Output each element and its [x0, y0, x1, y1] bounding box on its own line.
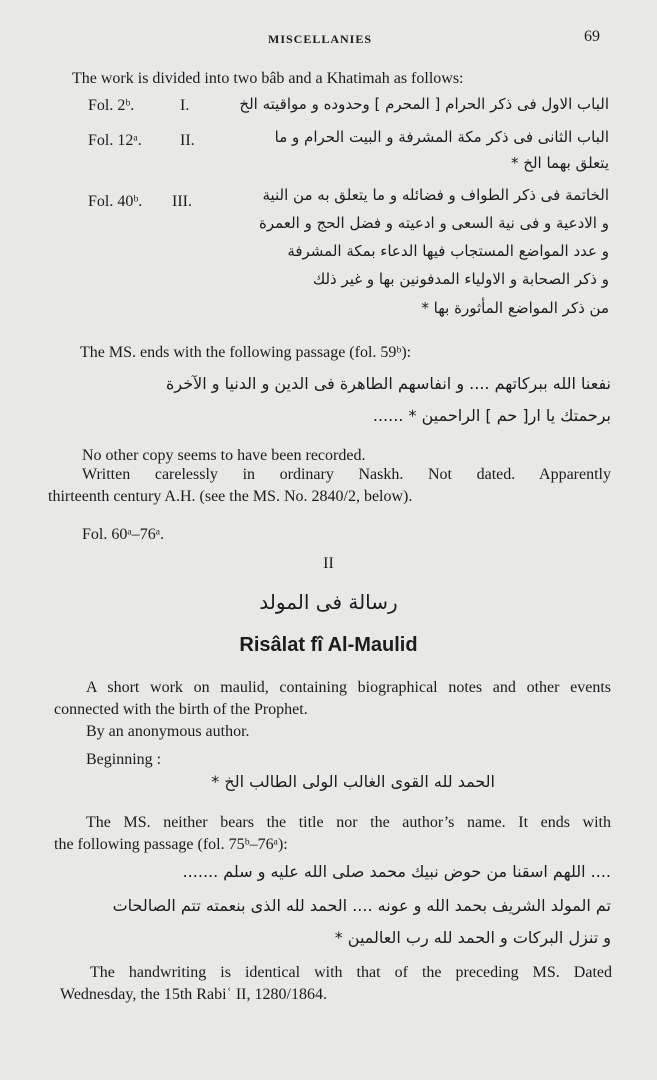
english-title: Risâlat fî Al-Maulid: [239, 634, 418, 656]
description-line: A short work on maulid, containing biographical notes and other events: [86, 679, 611, 696]
ends-passage-intro: The MS. ends with the following passage (fol. 59ᵇ):: [80, 344, 412, 361]
ending-note-cont: the following passage (fol. 75ᵇ–76ᵃ):: [54, 836, 288, 853]
folio-number: I.: [180, 97, 190, 114]
folio-range: Fol. 60ᵃ–76ᵃ.: [82, 526, 165, 543]
closing-note-cont: Wednesday, the 15th Rabiʿ II, 1280/1864.: [60, 986, 327, 1003]
arabic-line: و ذكر الصحابة و الاولياء المدفونين بها و غير ذلك: [312, 270, 609, 288]
arabic-line: الباب الثانى فى ذكر مكة المشرفة و البيت الحرام و ما: [274, 128, 609, 146]
description-line-cont: connected with the birth of the Prophet.: [54, 701, 308, 718]
running-title: MISCELLANIES: [268, 32, 373, 46]
arabic-line: و عدد المواضع المستجاب فيها الدعاء بمكة المشرفة: [287, 242, 609, 260]
ending-note: The MS. neither bears the title nor the author’s name. It ends with: [86, 814, 611, 831]
arabic-line: .... اللهم اسقنا من حوض نبيك محمد صلى الله عليه و سلم .......: [182, 862, 611, 881]
author-note: By an anonymous author.: [86, 723, 250, 740]
arabic-line: و الادعية و فى نية السعى و ادعيته و فضل الحج و العمرة: [259, 214, 609, 232]
arabic-line: من ذكر المواضع المأثورة بها *: [421, 299, 609, 317]
arabic-title: رسالة فى المولد: [259, 590, 398, 614]
arabic-line: الحمد لله القوى الغالب الولى الطالب الخ *: [211, 772, 495, 791]
arabic-line: الخاتمة فى ذكر الطواف و فضائله و ما يتعلق به من النية: [262, 186, 609, 204]
arabic-line: الباب الاول فى ذكر الحرام [ المحرم ] وحدوده و مواقيته الخ: [239, 95, 609, 113]
section-number: II: [323, 555, 334, 572]
closing-note: The handwriting is identical with that of the preceding MS. Dated: [90, 964, 612, 981]
arabic-line: تم المولد الشريف بحمد الله و عونه .... الحمد لله الذى بنعمته تتم الصالحات: [112, 896, 611, 915]
beginning-label: Beginning :: [86, 751, 162, 768]
folio-ref: Fol. 2ᵇ.: [88, 97, 135, 114]
arabic-line: و تنزل البركات و الحمد لله رب العالمين *: [334, 928, 611, 947]
folio-number: III.: [172, 193, 192, 210]
script-description-cont: thirteenth century A.H. (see the MS. No. 2840/2, below).: [48, 488, 413, 505]
folio-ref: Fol. 40ᵇ.: [88, 193, 143, 210]
script-description: Written carelessly in ordinary Naskh. Not dated. Apparently: [82, 466, 611, 483]
intro-line: The work is divided into two bâb and a Khatimah as follows:: [72, 70, 464, 87]
arabic-line: نفعنا الله ببركاتهم .... و انفاسهم الطاهرة فى الدين و الدنيا و الآخرة: [166, 374, 611, 393]
page-number: 69: [584, 28, 600, 45]
folio-ref: Fol. 12ᵃ.: [88, 132, 142, 149]
no-copy-note: No other copy seems to have been recorded.: [82, 447, 366, 464]
arabic-line: يتعلق بهما الخ *: [511, 154, 609, 172]
folio-number: II.: [180, 132, 195, 149]
arabic-line: برحمتك يا ار[ حم ] الراحمين * ......: [372, 406, 611, 425]
